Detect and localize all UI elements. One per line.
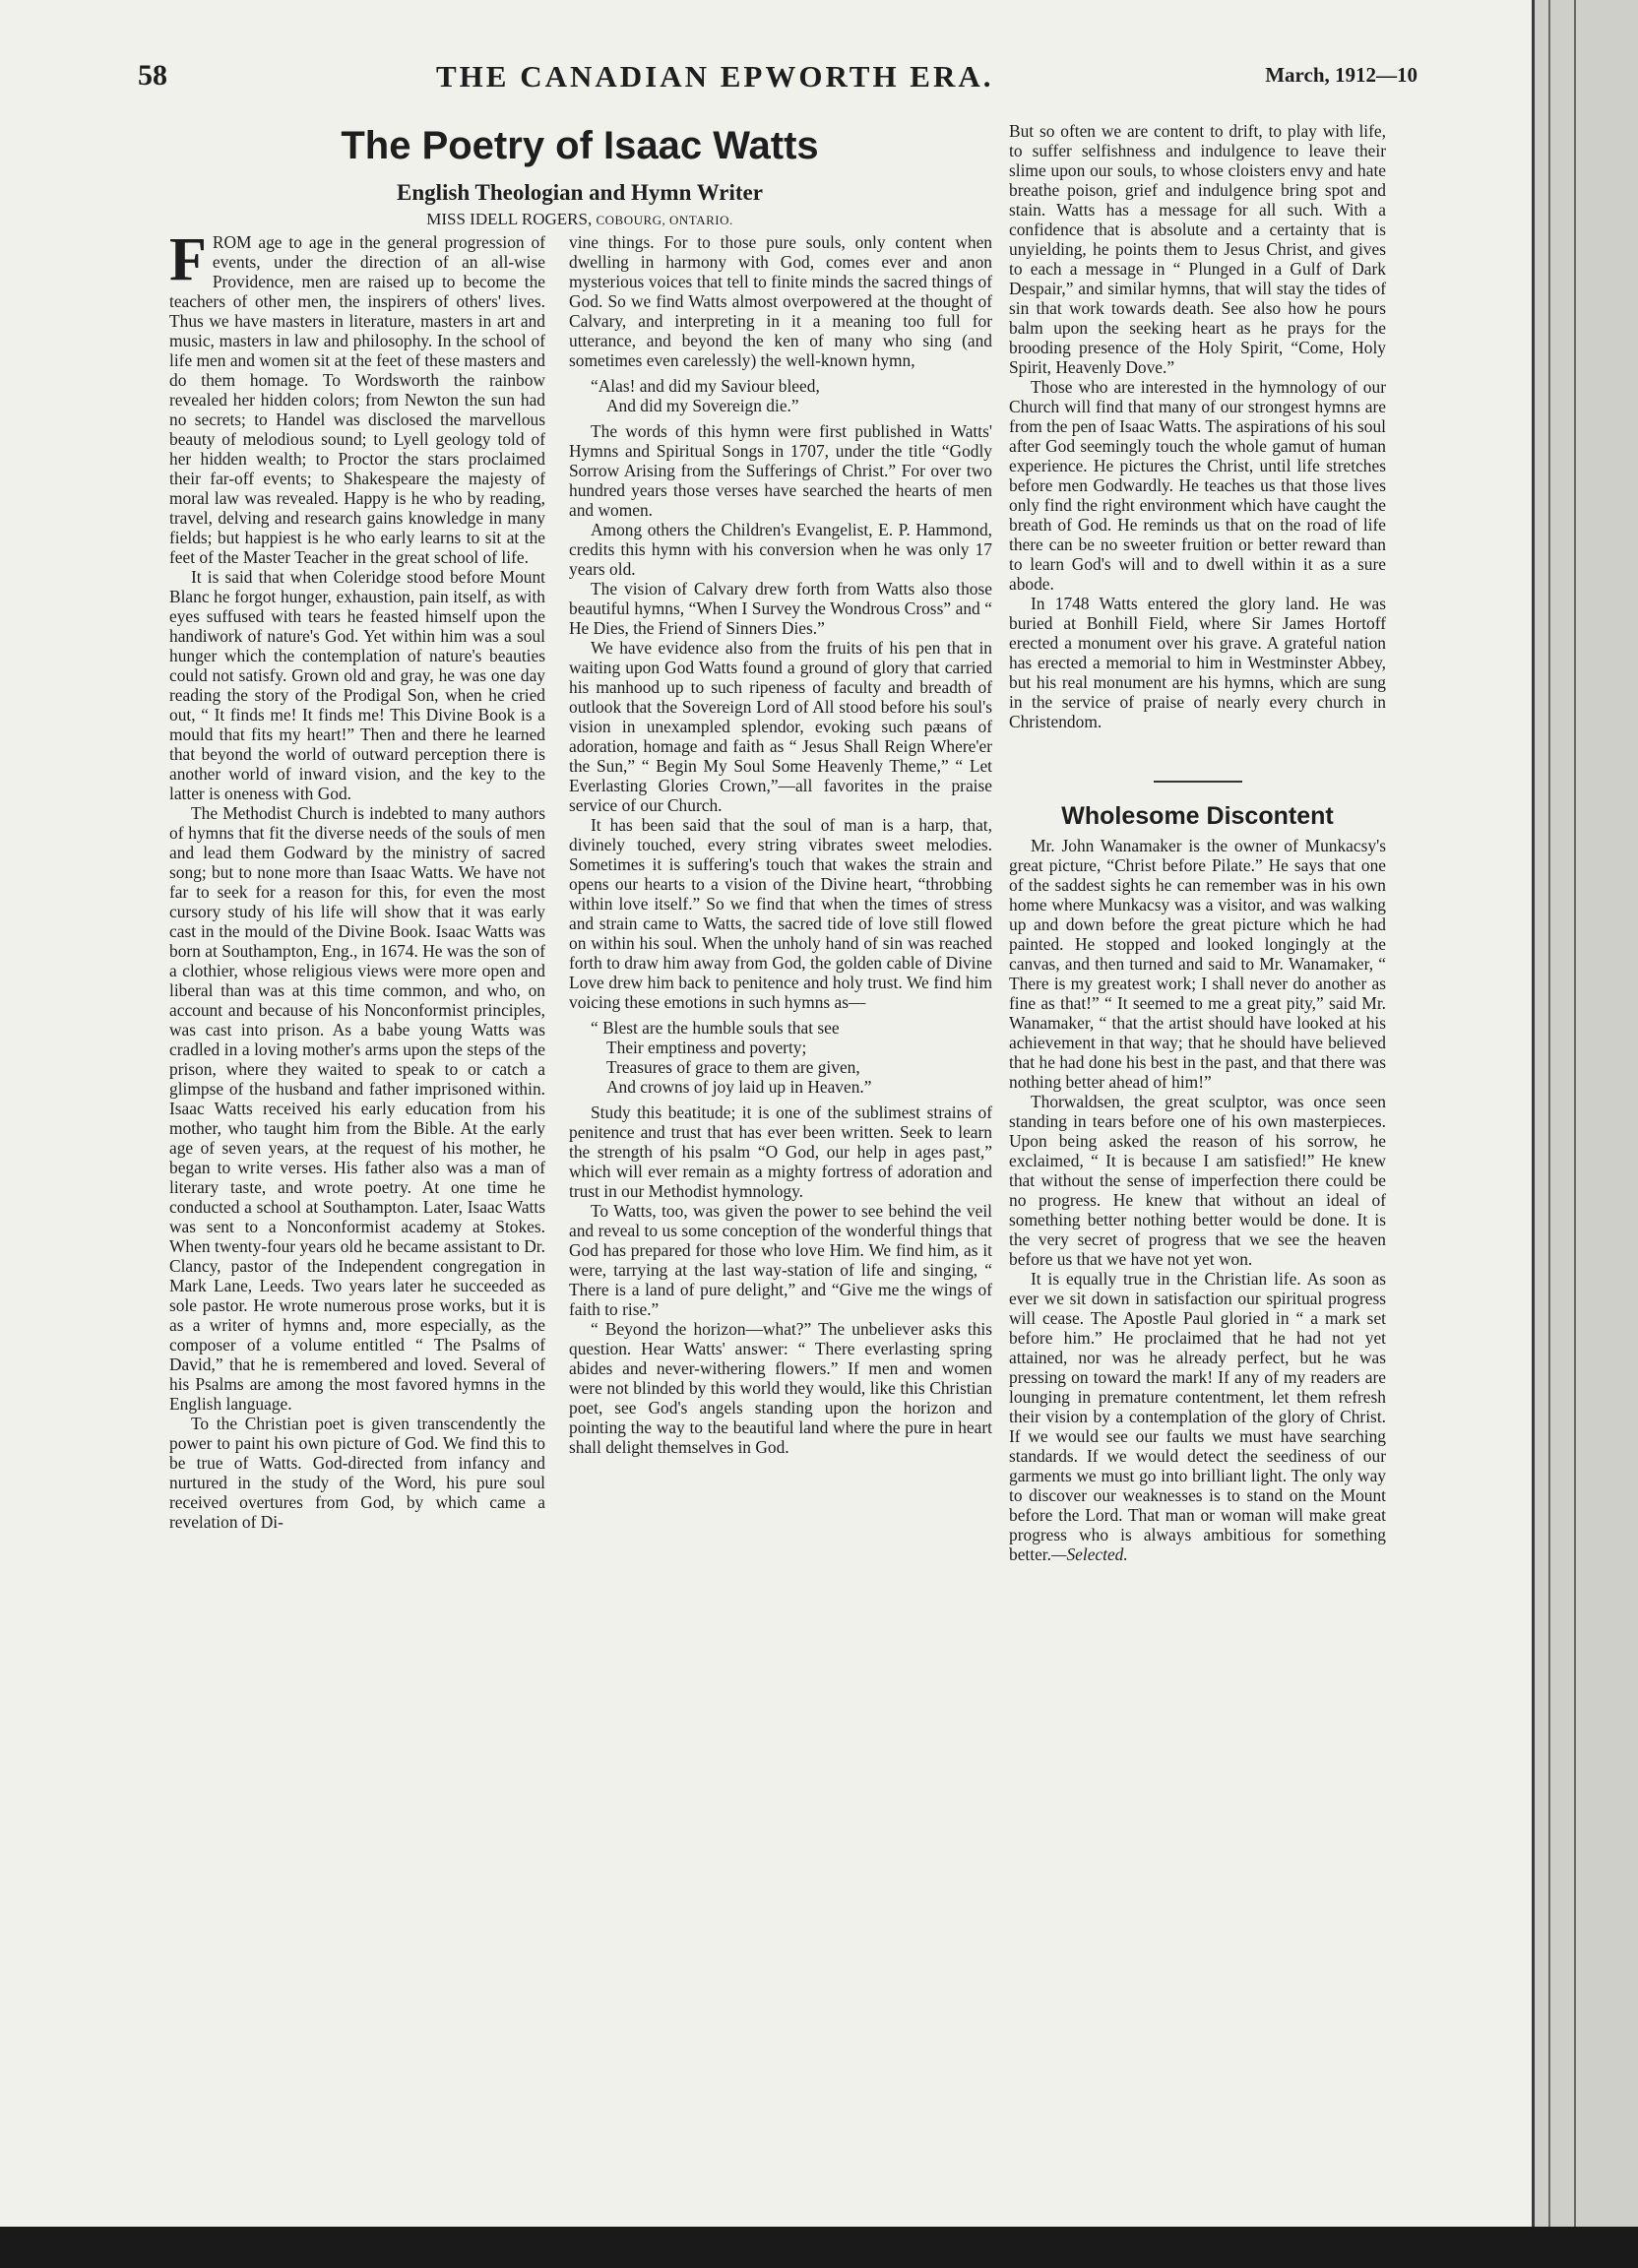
paragraph: vine things. For to those pure souls, only content when dwelling in harmony with God, comes ever and anon mysterious voices that tell to finite minds the sacred things of God. So we find Watts almost overpowered at the thought of Calvary, and interpreting in it a meaning too full for utterance, and beyond the ken of many who sing (and sometimes even carelessly) the well-known hymn, [569, 232, 992, 370]
scan-border [0, 2227, 1638, 2268]
issue-date: March, 1912—10 [1265, 63, 1418, 87]
verse-line: “Alas! and did my Saviour bleed, [591, 376, 820, 396]
article-byline [169, 210, 990, 229]
article-subtitle: English Theologian and Hymn Writer [397, 180, 763, 205]
paragraph: Study this beatitude; it is one of the sublimest strains of penitence and trust that has ever been written. Seek to learn the strength of his psalm “O God, our help in ages past,” which will ever remain as a mighty fortress of adoration and trust in our Methodist hymnology. [569, 1102, 992, 1201]
verse-line: “ Blest are the humble souls that see [591, 1018, 840, 1038]
paragraph: It has been said that the soul of man is a harp, that, divinely touched, every string vibrates sweet melodies. Sometimes it is suffering's touch that wakes the strain and opens our hearts to a vision of the Divine heart, “throbbing within love itself.” So we find that when the times of stress and strain came to Watts, the sacred tide of love still flowed on within his soul. When the unholy hand of sin was reached forth to draw him away from God, the golden cable of Divine Love drew him back to penitence and holy trust. We find him voicing these emotions in such hymns as— [569, 815, 992, 1012]
author-place: COBOURG, ONTARIO. [596, 213, 733, 227]
paragraph: To Watts, too, was given the power to see behind the veil and reveal to us some conception of the wonderful things that God has prepared for those who love Him. We find him, as it were, tarrying at the last way-station of life and singing, “ There is a land of pure delight,” and “Give me the wings of faith to rise.” [569, 1201, 992, 1319]
paragraph: But so often we are content to drift, to play with life, to suffer selfishness and indulgence to leave their slime upon our souls, to whose cloisters envy and hate breathe poison, grief and indulgence bring spot and stain. Watts has a message for all such. With a confidence that is absolute and a certainty that is unyielding, he points them to Jesus Christ, and gives to each a message in “ Plunged in a Gulf of Dark Despair,” and similar hymns, that will stay the tides of sin that work towards death. See also how he pours balm upon the seeking heart as he prays for the brooding presence of the Holy Spirit, “Come, Holy Spirit, Heavenly Dove.” [1009, 121, 1386, 377]
paragraph [1009, 1269, 1386, 1564]
page-edge-line [1574, 0, 1576, 2227]
source-credit: —Selected. [1050, 1544, 1128, 1564]
paragraph: It is said that when Coleridge stood before Mount Blanc he forgot hunger, exhaustion, pain itself, as with eyes suffused with tears he feasted himself upon the handiwork of nature's God. Yet within him was a soul hunger which the contemplation of nature's beauties could not satisfy. Grown old and gray, he was one day reading the story of the Prodigal Son, when he cried out, “ It finds me! It finds me! This Divine Book is a mould that fits my heart!” Then and there he learned that beyond the world of outward perception there is another world of inward vision, and the key to the latter is oneness with God. [169, 567, 545, 803]
author-name: MISS IDELL ROGERS, [426, 210, 593, 228]
paragraph: The vision of Calvary drew forth from Watts also those beautiful hymns, “When I Survey the Wondrous Cross” and “ He Dies, the Friend of Sinners Dies.” [569, 579, 992, 638]
opening-paragraph [169, 226, 545, 567]
paragraph: The Methodist Church is indebted to many authors of hymns that fit the diverse needs of the souls of men and lead them Godward by the ministry of sacred song; but to none more than Isaac Watts. We have not far to seek for a reason for this, for even the most cursory study of his life will show that it was early cast in the mould of the Divine Book. Isaac Watts was born at Southampton, Eng., in 1674. He was the son of a clothier, whose religious views were more open and liberal than was at this time common, and who, on account and because of his Nonconformist principles, was cast into prison. As a babe young Watts was cradled in a loving mother's arms upon the steps of the prison, where they waited to speak to or catch a glimpse of the husband and father imprisoned within. Isaac Watts received his early education from his mother, who taught him from the Bible. At the early age of seven years, at the request of his mother, he began to write verses. His father also was a man of literary taste, and wrote poetry. At one time he conducted a school at Southampton. Later, Isaac Watts was sent to a Nonconformist academy at Stokes. When twenty-four years old he became assistant to Dr. Clancy, pastor of the Independent congregation in Mark Lane, Leeds. Two years later he succeeded as sole pastor. He wrote numerous prose works, but it is as a writer of hymns and, more especially, as the composer of a volume entitled “ The Psalms of David,” that he is remembered and loved. Several of his Psalms are among the most favored hymns in the English language. [169, 803, 545, 1414]
paragraph: Those who are interested in the hymnology of our Church will find that many of our strongest hymns are from the pen of Isaac Watts. The aspirations of his soul after God seemingly touch the whole gamut of human experience. He pictures the Christ, until life stretches before men Godwardly. He teaches us that those lives only find the right environment which have caught the breath of God. He reminds us that on the road of life there can be no sweeter fruition or better reward than to learn God's will and to dwell within it as a sure abode. [1009, 377, 1386, 594]
column-1 [169, 226, 545, 1532]
paragraph: To the Christian poet is given transcendently the power to paint his own picture of God. We find this to be true of Watts. God-directed from infancy and nurtured in the study of the Word, his pure soul received overtures from God, by which came a revelation of Di- [169, 1414, 545, 1532]
paragraph: Mr. John Wanamaker is the owner of Munkacsy's great picture, “Christ before Pilate.” He says that one of the saddest sights he can remember was in his own home where Munkacsy was a visitor, and was walking up and down before the great picture which he had painted. He stopped and looked longingly at the canvas, and then turned and said to Mr. Wanamaker, “ There is my greatest work; I shall never do another as fine as that!” “ It seemed to me a great pity,” said Mr. Wanamaker, “ that the artist should have looked at his achievement in that way; that he should have believed that he had done his best in the past, and that there was nothing better ahead of him!” [1009, 836, 1386, 1092]
drop-cap: F [169, 226, 207, 293]
verse-line: Treasures of grace to them are given, [606, 1057, 860, 1077]
running-header [138, 59, 1418, 98]
paragraph: “ Beyond the horizon—what?” The unbeliever asks this question. Hear Watts' answer: “ There everlasting spring abides and never-withering flowers.” If men and women were not blinded by this world they would, like this Christian poet, see God's angels standing upon the horizon and pointing the way to the beautiful land where the pure in heart shall delight themselves in God. [569, 1319, 992, 1457]
hymn-quote [591, 376, 992, 415]
verse-line: And did my Sovereign die.” [606, 396, 799, 415]
publication-title: THE CANADIAN EPWORTH ERA. [436, 59, 994, 94]
paragraph: In 1748 Watts entered the glory land. He was buried at Bonhill Field, where Sir James Hortoff erected a monument over his grave. A grateful nation has erected a memorial to him in Westminster Abbey, but his real monument are his hymns, which are sung in the service of praise of nearly every church in Christendom. [1009, 594, 1386, 731]
verse-line: And crowns of joy laid up in Heaven.” [606, 1077, 872, 1097]
hymn-quote [591, 1018, 992, 1097]
column-2 [569, 232, 992, 1457]
section-divider [1154, 781, 1242, 783]
paragraph-text: It is equally true in the Christian life. As soon as ever we sit down in satisfaction our spiritual progress will cease. The Apostle Paul gloried in “ a mark set before him.” He proclaimed that he had not yet attained, nor was he already perfect, but he was pressing on toward the mark! If any of my readers are lounging in premature contentment, let them refresh their vision by a contemplation of the glory of Christ. If we would see our faults we must have searching standards. If we would detect the seediness of our garments we must go into brilliant light. The only way to discover our weaknesses is to stand on the Mount before the Lord. That man or woman will make great progress who is always ambitious for something better. [1009, 1269, 1386, 1564]
paragraph: We have evidence also from the fruits of his pen that in waiting upon God Watts found a ground of glory that carried his manhood up to such ripeness of faculty and breadth of outlook that the Sovereign Lord of All stood before his soul's vision in unexampled splendor, evoking such pæans of adoration, homage and faith as “ Jesus Shall Reign Where'er the Sun,” “ Begin My Soul Some Heavenly Theme,” “ Let Everlasting Glories Crown,”—all favorites in the praise service of our Church. [569, 638, 992, 815]
page-number: 58 [138, 59, 167, 92]
page-edge-line [1548, 0, 1550, 2227]
paragraph: The words of this hymn were first published in Watts' Hymns and Spiritual Songs in 1707, under the title “Godly Sorrow Arising from the Sufferings of Christ.” For over two hundred years those verses have searched the hearts of men and women. [569, 421, 992, 520]
column-3 [1009, 121, 1386, 1564]
second-article-title: Wholesome Discontent [1061, 802, 1334, 830]
article-title: The Poetry of Isaac Watts [341, 124, 819, 167]
paragraph: Thorwaldsen, the great sculptor, was once seen standing in tears before one of his own masterpieces. Upon being asked the reason of his sorrow, he exclaimed, “ It is because I am satisfied!” He knew that without the sense of imperfection there could be no progress. He knew that without an ideal of something better nothing better would be done. It is the very secret of progress that we see the heaven before us that we have not yet won. [1009, 1092, 1386, 1269]
adjacent-page-edge [1532, 0, 1638, 2227]
paragraph: Among others the Children's Evangelist, E. P. Hammond, credits this hymn with his conversion when he was only 17 years old. [569, 520, 992, 579]
opening-paragraph-text: ROM age to age in the general progression of events, under the direction of an all-wise Providence, men are raised up to become the teachers of other men, the inspirers of others' lives. Thus we have masters in literature, masters in art and music, masters in law and philosophy. In the school of life men and women sit at the feet of these masters and do them homage. To Wordsworth the rainbow revealed her hidden colors; from Newton the sun had no secrets; to Handel was disclosed the marvellous beauty of melodious sound; to Lyell geology told of her hidden wealth; to Proctor the stars proclaimed their far-off events; to Shakespeare the majesty of moral law was revealed. Happy is he who by reading, travel, delving and research gains knowledge in many fields; but happiest is he who early learns to sit at the feet of the Master Teacher in the great school of life. [169, 232, 545, 567]
verse-line: Their emptiness and poverty; [606, 1038, 807, 1057]
